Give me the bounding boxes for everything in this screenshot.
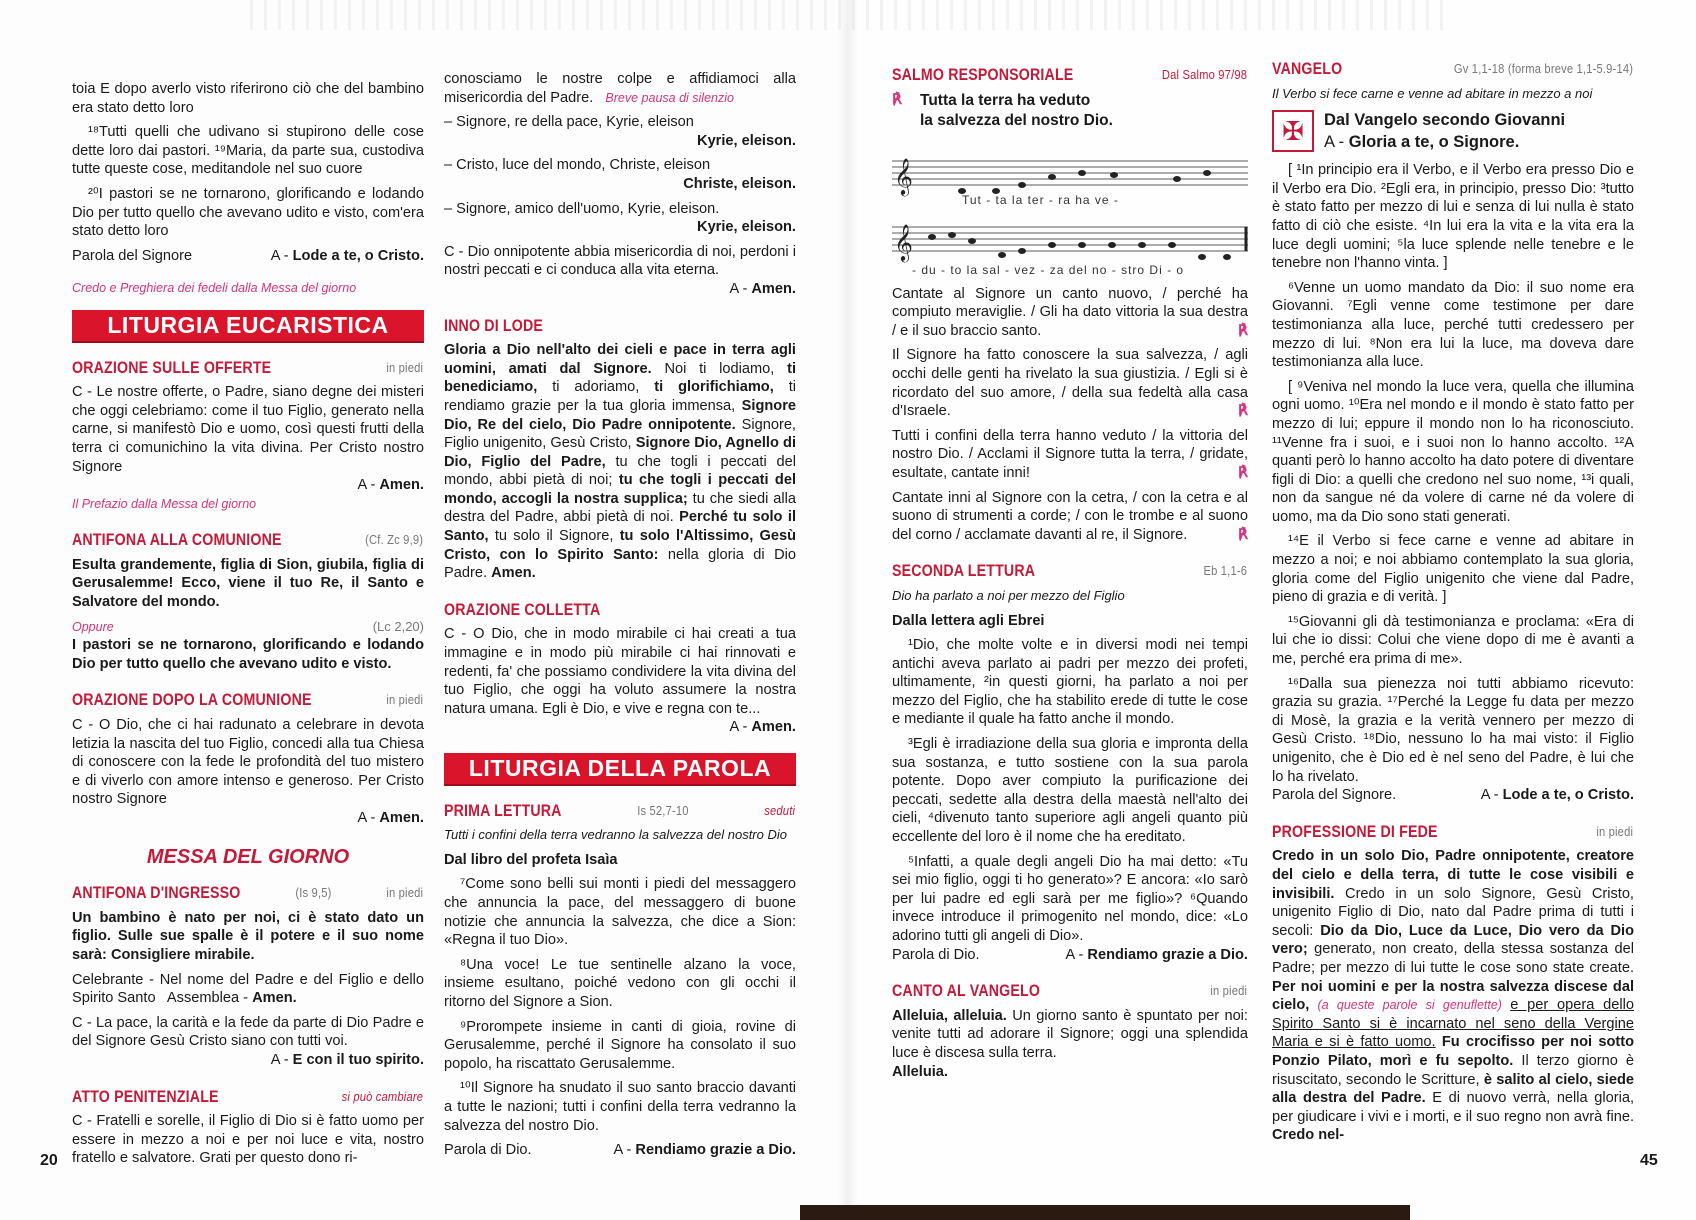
column-3 [892,66,1248,1087]
credo-text: Credo in un solo Dio, Padre onnipotente, creatore del cielo e della terra, di tutte le cose visibili e invisibili. Credo in un solo Signore, Gesù Cristo, unigenito Figlio di Dio, nato dal Padre prima di tutti i secoli: Dio da Dio, Luce da Luce, Dio vero da Dio vero; generato, non creato, della stessa sostanza del Padre; per mezzo di lui tutte le cose sono state create. Per noi uomini e per la nostra salvezza discese dal cielo, (a queste parole si genuflette) e per opera dello Spirito Santo si è incarnato nel seno della Vergine Maria e si è fatto uomo. Fu crocifisso per noi sotto Ponzio Pilato, morì e fu sepolto. Il terzo giorno è risuscitato, secondo le Scritture, è salito al cielo, siede alla destra del Padre. E di nuovo verrà, nella gloria, per giudicare i vivi e i morti, e il suo regno non avrà fine. Credo nel- [1272,848,1634,1144]
heading-atto-penitenziale: ATTO PENITENZIALE si può cambiare [72,1087,424,1106]
verse: ¹⁰Il Signore ha snudato il suo santo braccio davanti a tutte le nazioni; tutti i confini della terra vedranno la salvezza del nostro Dio. [444,1080,796,1134]
heading-professione-fede: PROFESSIONE DI FEDE in piedi [1272,822,1634,841]
heading-vangelo: VANGELO Gv 1,1-18 (forma breve 1,1-5.9-14) [1272,60,1634,78]
seconda-lettura-source: Dalla lettera agli Ebrei [892,612,1045,629]
verse: ⁷Come sono belli sui monti i piedi del messaggero che annuncia la pace, del messaggero di buone notizie che annuncia la salvezza, che dice a Sion: «Regna il tuo Dio». [444,876,796,949]
response: A - E con il tuo spirito. [270,1051,424,1068]
prima-lettura-source: Dal libro del profeta Isaìa [444,851,618,868]
heading-prima-lettura: PRIMA LETTURA Is 52,7-10 seduti [444,801,796,820]
page-number-right: 45 [1640,1152,1658,1169]
canto-vangelo-text: Alleluia, alleluia. Un giorno santo è spuntato per noi: venite tutti ad adorare il Signore; oggi una splendida luce è discesa sulla terra. Alleluia. [892,1007,1248,1080]
verse: ⁶Venne un uomo mandato da Dio: il suo nome era Giovanni. ⁷Egli venne come testimone per dare testimonianza alla luce, perché tutti credessero per mezzo di lui. ⁸Non era lui la luce, ma doveva dare testimonianza alla luce. [1272,279,1634,371]
colletta-text: C - O Dio, che in modo mirabile ci hai creati a tua immagine e in modo più mirabile ci hai rinnovati e redenti, fa' che possiamo condividere la vita divina del tuo Figlio, che oggi ha voluto assumere la nostra natura umana. Egli è Dio, e vive e regna con te... [444,626,796,717]
verse: [ ⁹Veniva nel mondo la luce vera, quella che illumina ogni uomo. ¹⁰Era nel mondo e il mondo è stato fatto per mezzo di lui; eppure il mondo non lo ha riconosciuto. ¹¹Venne fra i suoi, e i suoi non lo hanno accolto. ¹²A quanti però lo hanno accolto ha dato potere di diventare figli di Dio: a quelli che credono nel suo nome, ¹³i quali, non da sangue né da volere di carne né da volere di uomo, ma da Dio sono stati generati. [1272,378,1634,525]
heading-seconda-lettura: SECONDA LETTURA Eb 1,1-6 [892,562,1248,581]
response: A - Amen. [357,810,424,826]
vangelo-closing: Parola del Signore. A - Lode a te, o Cristo. [1272,787,1634,804]
salmo-stanza: Cantate al Signore un canto nuovo, / perché ha compiuto meraviglie. / Gli ha dato vittoria la sua destra / e il suo braccio santo. ℟ [892,285,1248,339]
rubric-credo: Credo e Preghiera dei fedeli dalla Messa del giorno [72,281,357,296]
kyrie-invocation: – Cristo, luce del mondo, Christe, eleison [444,157,711,174]
verse: ⁵Infatti, a quale degli angeli Dio ha mai detto: «Tu sei mio figlio, oggi ti ho generato»? E ancora: «Io sarò per lui padre ed egli sarà per me figlio»? ⁶Quando invece introduce il primogenito nel mondo, dice: «Lo adorino tutti gli angeli di Dio». [892,853,1248,944]
gospel-end-text: ¹⁸Tutti quelli che udivano si stupirono delle cose dette loro dai pastori. ¹⁹Maria, da parte sua, custodiva tutte queste cose, meditandole nel suo cuore [72,124,424,178]
verse: ¹⁴E il Verbo si fece carne e venne ad abitare in mezzo a noi; e noi abbiamo contemplato la sua gloria, gloria come del Figlio unigenito che viene dal Padre, pieno di grazia e di verità. ] [1272,533,1634,606]
heading-orazione-offerte: ORAZIONE SULLE OFFERTE in piedi [72,358,424,377]
jerusalem-cross-icon: ✠ [1272,110,1314,152]
kyrie-invocation: – Signore, amico dell'uomo, Kyrie, eleison. [444,200,720,217]
vangelo-subtitle: Il Verbo si fece carne e venne ad abitare in mezzo a noi [1272,85,1593,101]
rubric-prefazio: Il Prefazio dalla Messa del giorno [72,496,257,511]
response: A - Amen. [729,719,796,736]
antifona-comunione-alt-text: I pastori se ne tornarono, glorificando e lodando Dio per tutto quello che avevano udito e visto. [72,637,424,672]
kyrie-response: Kyrie, eleison. [697,219,796,236]
gloria-text: Gloria a Dio nell'alto dei cieli e pace in terra agli uomini, amati dal Signore. Noi ti lodiamo, ti benediciamo, ti adoriamo, ti glorifichiamo, ti rendiamo grazie per la tua gloria immensa, Signore Dio, Re del cielo, Dio Padre onnipotente. Signore, Figlio unigenito, Gesù Cristo, Signore Dio, Agnello di Dio, Figlio del Padre, tu che togli i peccati del mondo, abbi pietà di noi; tu che togli i peccati del mondo, accogli la nostra supplica; tu che siedi alla destra del Padre, abbi pietà di noi. Perché tu solo il Santo, tu solo il Signore, tu solo l'Altissimo, Gesù Cristo, con lo Spirito Santo: nella gloria di Dio Padre. Amen. [444,342,797,582]
column-1 [72,80,424,1174]
salmo-stanza: Il Signore ha fatto conoscere la sua salvezza, / agli occhi delle genti ha rivelato la sua giustizia. / Egli si è ricordato del suo amore, / della sua fedeltà alla casa d'Israele. ℟ [892,347,1248,420]
orazione-dopo-comunione-text: C - O Dio, che ci hai radunato a celebrare in devota letizia la nascita del tuo Figlio, concedi alla tua Chiesa di conoscere con la fede le profondità del tuo mistero e di viverlo con amore intenso e generoso. Per Cristo nostro Signore [72,717,424,808]
gospel-closing: Parola del Signore A - Lode a te, o Cristo. [72,247,424,264]
seconda-lettura-subtitle: Dio ha parlato a noi per mezzo del Figlio [892,587,1125,603]
gospel-end-text: ²⁰I pastori se ne tornarono, glorificando e lodando Dio per tutto quello che avevano udito e visto, com'era stato detto loro [72,185,424,240]
column-2 [444,70,796,1160]
response-symbol-icon: ℟ [892,91,902,108]
svg-text:𝄞: 𝄞 [894,157,913,194]
svg-text:𝄞: 𝄞 [894,223,913,260]
heading-antifona-comunione: ANTIFONA ALLA COMUNIONE (Cf. Zc 9,9) [72,531,424,550]
kyrie-response: Christe, eleison. [683,175,796,192]
celebrante-text: Celebrante - Nel nome del Padre e del Figlio e dello Spirito Santo Assemblea - Amen. [72,971,424,1007]
response: A - Amen. [729,280,796,297]
verse: ³Egli è irradiazione della sua gloria e impronta della sua sostanza, e tutto sostiene con la sua parola potente. Dopo aver compiuto la purificazione dei peccati, sedette alla destra della maestà nell'alto dei cieli, ⁴divenuto tanto superiore agli angeli quanto più eccellente del loro è il nome che ha ereditato. [892,736,1248,846]
prima-lettura-closing: Parola di Dio. A - Rendiamo grazie a Dio. [444,1142,796,1159]
salmo-refrain: ℟ Tutta la terra ha veduto la salvezza del nostro Dio. [892,91,1113,129]
music-notation-icon [892,141,1248,281]
column-4 [1272,60,1634,1151]
verse: [ ¹In principio era il Verbo, e il Verbo era presso Dio e il Verbo era Dio. ²Egli era, in principio, presso Dio: ³tutto è stato fatto per mezzo di lui e senza di lui nulla è stato fatto di ciò che esiste. ⁴In lui era la vita e la vita era la luce degli uomini; ⁵la luce splende nelle tenebre e le tenebre non l'hanno vinta. ] [1272,162,1634,272]
pace-text: C - La pace, la carità e la fede da parte di Dio Padre e del Signore Gesù Cristo siano con tutti voi. [72,1014,424,1050]
salmo-stanza: Tutti i confini della terra hanno veduto / la vittoria del nostro Dio. / Acclami il Signore tutta la terra, / gridate, esultate, cantate inni! ℟ [892,427,1248,481]
salmo-stanza: Cantate inni al Signore con la cetra, / con la cetra e al suono di strumenti a corde; / con le trombe e al suono del corno / acclamate davanti al re, il Signore. ℟ [892,489,1248,543]
verse: ¹⁵Giovanni gli dà testimonianza e proclama: «Era di lui che io dissi: Colui che viene dopo di me è avanti a me, perché era prima di me». [1272,613,1634,668]
book-gutter [838,0,858,1220]
seconda-lettura-closing: Parola di Dio. A - Rendiamo grazie a Dio. [892,946,1248,963]
verse: ⁹Prorompete insieme in canti di gioia, rovine di Gerusalemme, perché il Signore ha consolato il suo popolo, ha riscattato Gerusalemme. [444,1018,796,1072]
page-number-left: 20 [40,1152,58,1169]
antifona-comunione-text: Esulta grandemente, figlia di Sion, giubila, figlia di Gerusalemme! Ecco, viene il tuo Re, il Santo e Salvatore del mondo. [72,556,424,611]
kyrie-response: Kyrie, eleison. [697,132,796,149]
heading-antifona-ingresso: ANTIFONA D'INGRESSO (Is 9,5) in piedi [72,884,424,903]
book-spine-shadow [800,1205,1410,1220]
section-banner-eucaristica: LITURGIA EUCARISTICA [72,310,424,341]
prima-lettura-subtitle: Tutti i confini della terra vedranno la salvezza del nostro Dio [444,827,787,843]
absolution-text: C - Dio onnipotente abbia misericordia di noi, perdoni i nostri peccati e ci conduca alla vita eterna. [444,243,796,279]
heading-orazione-colletta: ORAZIONE COLLETTA [444,600,601,619]
gospel-end-text: toia E dopo averlo visto riferirono ciò che del bambino era stato detto loro [72,81,424,116]
verse: ¹⁶Dalla sua pienezza noi tutti abbiamo ricevuto: grazia su grazia. ¹⁷Perché la Legge fu data per mezzo di Mosè, la grazia e la verità vennero per mezzo di Gesù Cristo. ¹⁸Dio, nessuno lo ha mai visto: il Figlio unigenito, che è Dio ed è nel seno del Padre, è lui che lo ha rivelato. [1272,675,1634,785]
heading-salmo: SALMO RESPONSORIALE Dal Salmo 97/98 [892,66,1248,84]
heading-orazione-dopo-comunione: ORAZIONE DOPO LA COMUNIONE in piedi [72,691,424,710]
response: A - Amen. [357,477,424,494]
atto-penitenziale-text: C - Fratelli e sorelle, il Figlio di Dio si è fatto uomo per essere in mezzo a noi e per noi luce e vita, nostro fratello e salvatore. Grati per questo dono ri- [72,1113,424,1167]
messa-del-giorno-title: MESSA DEL GIORNO [146,845,350,868]
antifona-ingresso-text: Un bambino è nato per noi, ci è stato dato un figlio. Sulle sue spalle è il potere e il suo nome sarà: Consigliere mirabile. [72,909,424,963]
oppure-line: Oppure (Lc 2,20) [72,618,424,634]
heading-inno-di-lode: INNO DI LODE [444,316,544,335]
gospel-announcement: ✠ Dal Vangelo secondo Giovanni A - Gloria a te, o Signore. [1272,109,1634,153]
heading-canto-vangelo: CANTO AL VANGELO in piedi [892,982,1248,1001]
verse: ¹Dio, che molte volte e in diversi modi nei tempi antichi aveva parlato ai padri per mezzo dei profeti, ultimamente, ²in questi giorni, ha parlato a noi per mezzo del Figlio, che ha stabilito erede di tutte le cose e mediante il quale ha fatto anche il mondo. [892,637,1248,728]
orazione-offerte-text: C - Le nostre offerte, o Padre, siano degne dei misteri che oggi celebriamo: come il tuo Figlio, generato nella carne, si manifestò Dio e uomo, così questi frutti della terra ci comunichino la vita divina. Per Cristo nostro Signore [72,384,424,475]
verse: ⁸Una voce! Le tue sentinelle alzano la voce, insieme esultano, poiché vedono con gli occhi il ritorno del Signore a Sion. [444,956,796,1010]
section-banner-parola: LITURGIA DELLA PAROLA [444,753,796,784]
music-staff: 𝄞 𝄞 Tut - ta la ter - ra ha ve - - du - to la sal - vez - za del no - stro Di - o [892,141,1248,281]
kyrie-invocation: – Signore, re della pace, Kyrie, eleison [444,114,694,131]
penitential-continuation: conosciamo le nostre colpe e affidiamoci alla misericordia del Padre. Breve pausa di silenzio [444,71,796,106]
